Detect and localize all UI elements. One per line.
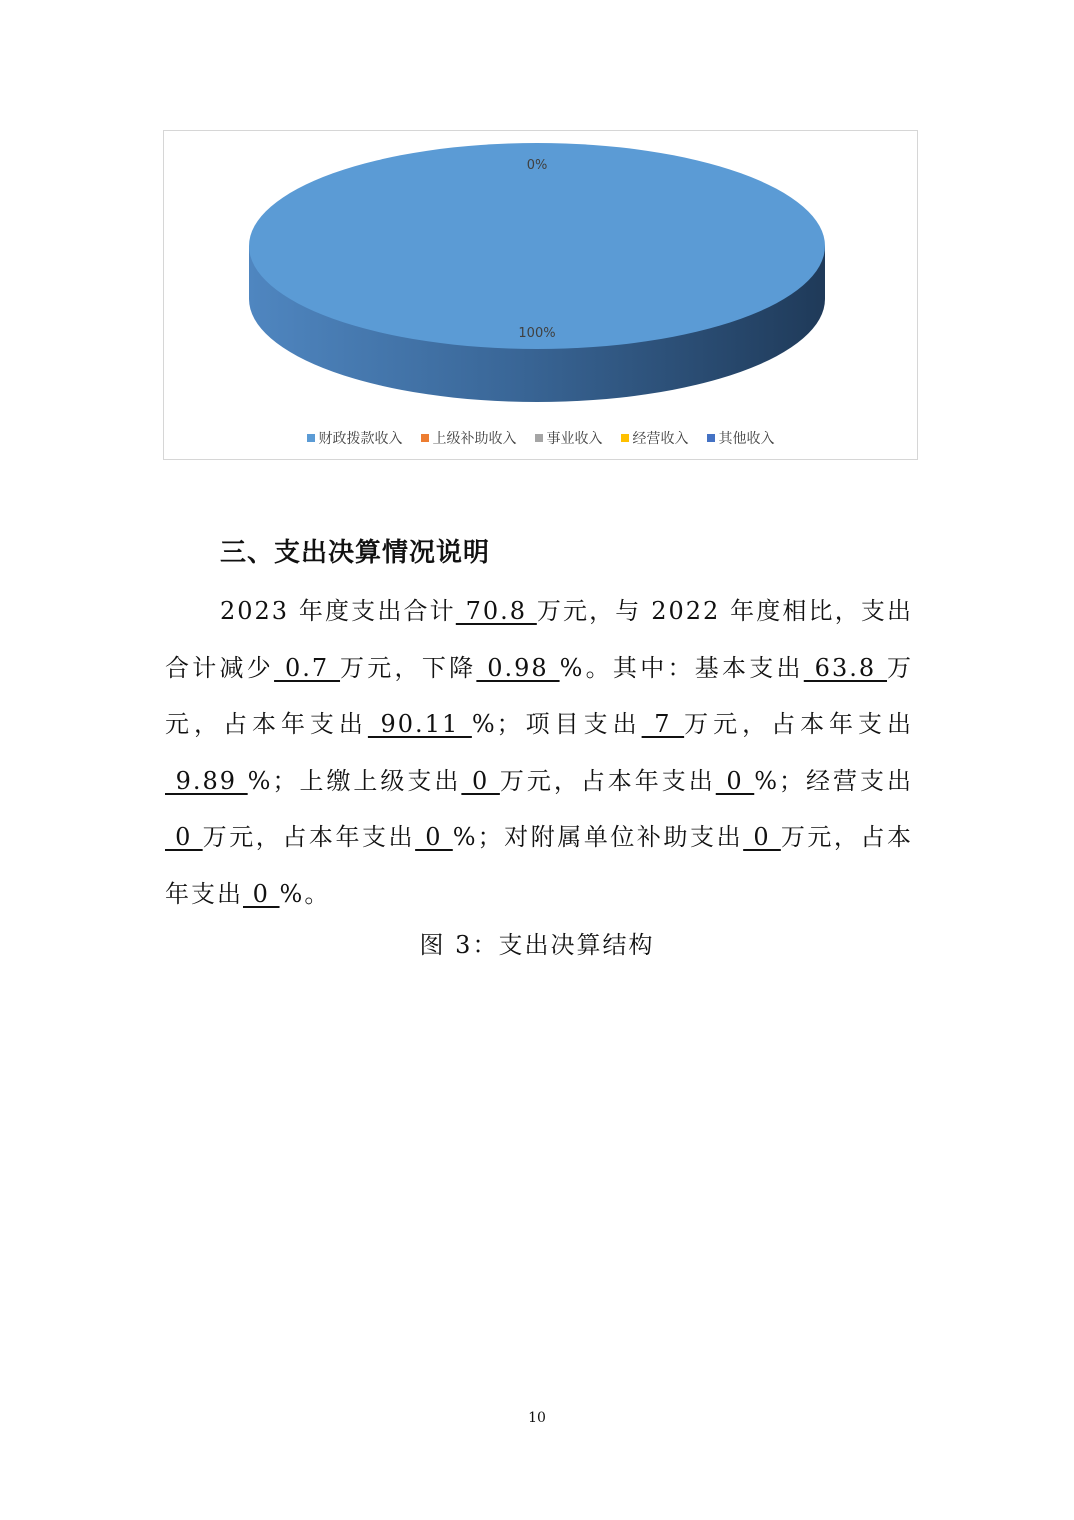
remit-expenditure-value: 0 (461, 766, 500, 795)
legend-item (707, 428, 775, 448)
legend-swatch (707, 434, 715, 442)
basic-expenditure-value: 63.8 (803, 653, 888, 682)
text-segment: 万元，占本年支出 (202, 823, 416, 851)
decrease-amount-value: 0.7 (274, 653, 341, 682)
legend-swatch (421, 434, 429, 442)
pie-chart-graphic (164, 131, 919, 461)
expenditure-paragraph (165, 583, 913, 922)
subsidiary-subsidy-value: 0 (743, 823, 781, 851)
project-expenditure-value: 7 (641, 710, 685, 738)
text-segment: 万元，占本年支出 (165, 823, 914, 908)
subsidiary-subsidy-percent: 0 (243, 879, 280, 908)
text-segment: %。其中：基本支出 (559, 653, 804, 682)
operating-expenditure-value: 0 (165, 823, 203, 851)
text-segment: 万元，与 2022 年度相比，支出合计减少 (165, 597, 913, 682)
text-segment: 万元，占本年支出 (499, 766, 716, 795)
text-segment: %；对附属单位补助支出 (452, 823, 744, 851)
page-number: 10 (528, 1410, 546, 1426)
decrease-percent-value: 0.98 (476, 653, 560, 682)
legend-label: 上级补助收入 (432, 431, 517, 447)
figure-caption: 图 3：支出决算结构 (419, 931, 655, 959)
legend-label: 经营收入 (632, 431, 689, 447)
legend-item (535, 428, 603, 448)
legend-label: 事业收入 (546, 431, 603, 447)
total-expenditure-value: 70.8 (455, 597, 537, 625)
text-segment: %；项目支出 (471, 710, 642, 738)
chart-legend (164, 428, 917, 448)
operating-expenditure-percent: 0 (415, 823, 453, 851)
project-expenditure-percent: 9.89 (165, 766, 248, 795)
legend-item (621, 428, 689, 448)
legend-item (421, 428, 517, 448)
remit-expenditure-percent: 0 (715, 766, 755, 795)
text-segment: 万元，下降 (340, 653, 477, 682)
legend-label: 财政拨款收入 (318, 431, 403, 447)
data-label-zero: 0% (526, 158, 548, 173)
text-segment: %；经营支出 (754, 766, 913, 795)
legend-label: 其他收入 (718, 431, 775, 447)
text-segment: 万元，占本年支出 (165, 653, 914, 738)
text-segment: %；上缴上级支出 (247, 766, 462, 795)
legend-item (307, 428, 403, 448)
legend-swatch (535, 434, 543, 442)
section-heading: 三、支出决算情况说明 (220, 538, 491, 568)
text-segment: %。 (279, 879, 331, 908)
data-label-hundred: 100% (518, 326, 556, 341)
pie-slice-top (249, 143, 825, 349)
legend-swatch (307, 434, 315, 442)
legend-swatch (621, 434, 629, 442)
text-segment: 万元，占本年支出 (684, 710, 914, 738)
pie-chart (163, 130, 918, 460)
text-segment: 2023 年度支出合计 (220, 597, 456, 625)
basic-expenditure-percent: 90.11 (367, 710, 472, 738)
